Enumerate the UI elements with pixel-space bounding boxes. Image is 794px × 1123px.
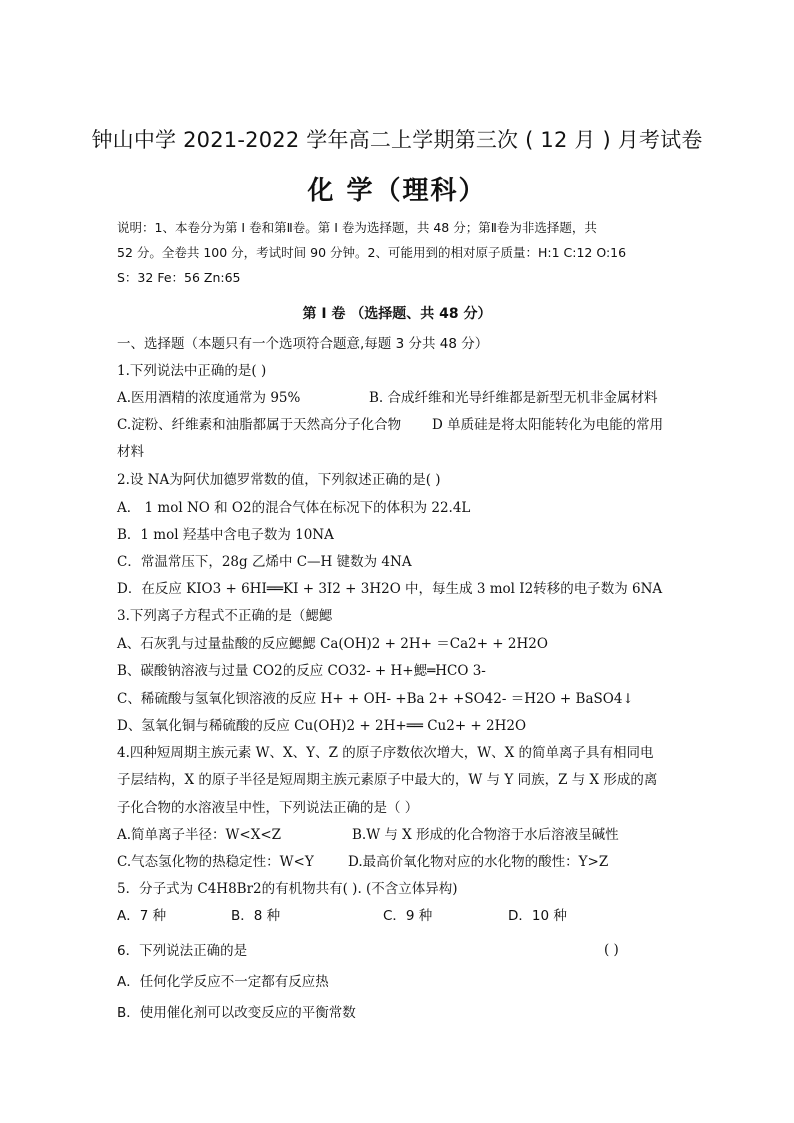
q1-option-b: B. 合成纤维和光导纤维都是新型无机非金属材料 <box>369 390 658 406</box>
q6-stem: 6．下列说法正确的是 <box>117 943 248 959</box>
subject-title: 化 学（理科） <box>307 176 487 206</box>
exam-title: 钟山中学 2021-2022 学年高二上学期第三次 ( 12 月 ) 月考试卷 <box>91 128 703 152</box>
q4-option-a: A.简单离子半径：W<X<Z <box>117 827 282 843</box>
q1-option-d: D 单质硅是将太阳能转化为电能的常用 <box>432 417 664 433</box>
q6-option-a: A．任何化学反应不一定都有反应热 <box>117 974 329 990</box>
q1-option-d-cont: 材料 <box>117 444 144 460</box>
q2-option-b: B．1 mol 羟基中含电子数为 10NA <box>117 527 334 543</box>
instructions-line-2: 52 分。全卷共 100 分，考试时间 90 分钟。2、可能用到的相对原子质量：H:1 C:12 O:16 <box>117 245 627 260</box>
q6-option-b: B．使用催化剂可以改变反应的平衡常数 <box>117 1005 356 1021</box>
instructions-line-1: 说明：1、本卷分为第 I 卷和第Ⅱ卷。第 I 卷为选择题，共 48 分；第Ⅱ卷为非选择题，共 <box>117 220 597 235</box>
part-heading: 一、选择题（本题只有一个选项符合题意,每题 3 分共 48 分） <box>117 336 489 352</box>
q2-option-c: C．常温常压下，28g 乙烯中 C—H 键数为 4NA <box>117 554 412 570</box>
q5-option-d: D．10 种 <box>508 908 567 924</box>
q4-stem-line-2: 子层结构，X 的原子半径是短周期主族元素原子中最大的，W 与 Y 同族，Z 与 X 形成的离 <box>117 772 658 788</box>
q5-option-c: C．9 种 <box>383 908 433 924</box>
q2-stem: 2.设 NA为阿伏加德罗常数的值，下列叙述正确的是( ) <box>117 472 441 488</box>
q2-option-a: A． 1 mol NO 和 O2的混合气体在标况下的体积为 22.4L <box>117 500 471 516</box>
q3-option-b: B、碳酸钠溶液与过量 CO2的反应 CO32- + H+鰓═HCO 3- <box>117 663 486 679</box>
q5-stem: 5．分子式为 C4H8Br2的有机物共有( ). (不含立体异构) <box>117 881 458 897</box>
q2-option-d: D．在反应 KIO3 + 6HI══KI + 3I2 + 3H2O 中，每生成 3 mol I2转移的电子数为 6NA <box>117 581 663 597</box>
q3-option-d: D、氢氧化铜与稀硫酸的反应 Cu(OH)2 + 2H+══ Cu2+ + 2H2O <box>117 718 527 734</box>
q1-option-a: A.医用酒精的浓度通常为 95% <box>117 390 301 406</box>
q6-answer-paren: ( ) <box>604 942 619 958</box>
q4-stem-line-3: 子化合物的水溶液呈中性，下列说法正确的是（ ） <box>117 800 419 816</box>
q4-option-d: D.最高价氧化物对应的水化物的酸性：Y>Z <box>348 854 609 870</box>
q4-option-b: B.W 与 X 形成的化合物溶于水后溶液呈碱性 <box>352 827 619 843</box>
q4-stem-line-1: 4.四种短周期主族元素 W、X、Y、Z 的原子序数依次增大，W、X 的简单离子具有相同电 <box>117 745 654 761</box>
instructions-line-3: S：32 Fe：56 Zn:65 <box>117 270 241 285</box>
q4-option-c: C.气态氢化物的热稳定性：W<Y <box>117 854 314 870</box>
q1-option-c: C.淀粉、纤维素和油脂都属于天然高分子化合物 <box>117 417 402 433</box>
q1-stem: 1.下列说法中正确的是( ) <box>117 363 267 379</box>
section-title: 第 I 卷 （选择题、共 48 分） <box>302 306 492 322</box>
q5-option-a: A．7 种 <box>117 908 167 924</box>
q3-option-a: A、石灰乳与过量盐酸的反应鰓鰓 Ca(OH)2 + 2H+ ＝Ca2+ + 2H2O <box>117 636 548 652</box>
q5-option-b: B．8 种 <box>231 908 281 924</box>
q3-stem: 3.下列离子方程式不正确的是（鰓鰓 <box>117 608 333 624</box>
q3-option-c: C、稀硫酸与氢氧化钡溶液的反应 H+ + OH- +Ba 2+ +SO42- ＝H2O + BaSO4↓ <box>117 691 634 707</box>
